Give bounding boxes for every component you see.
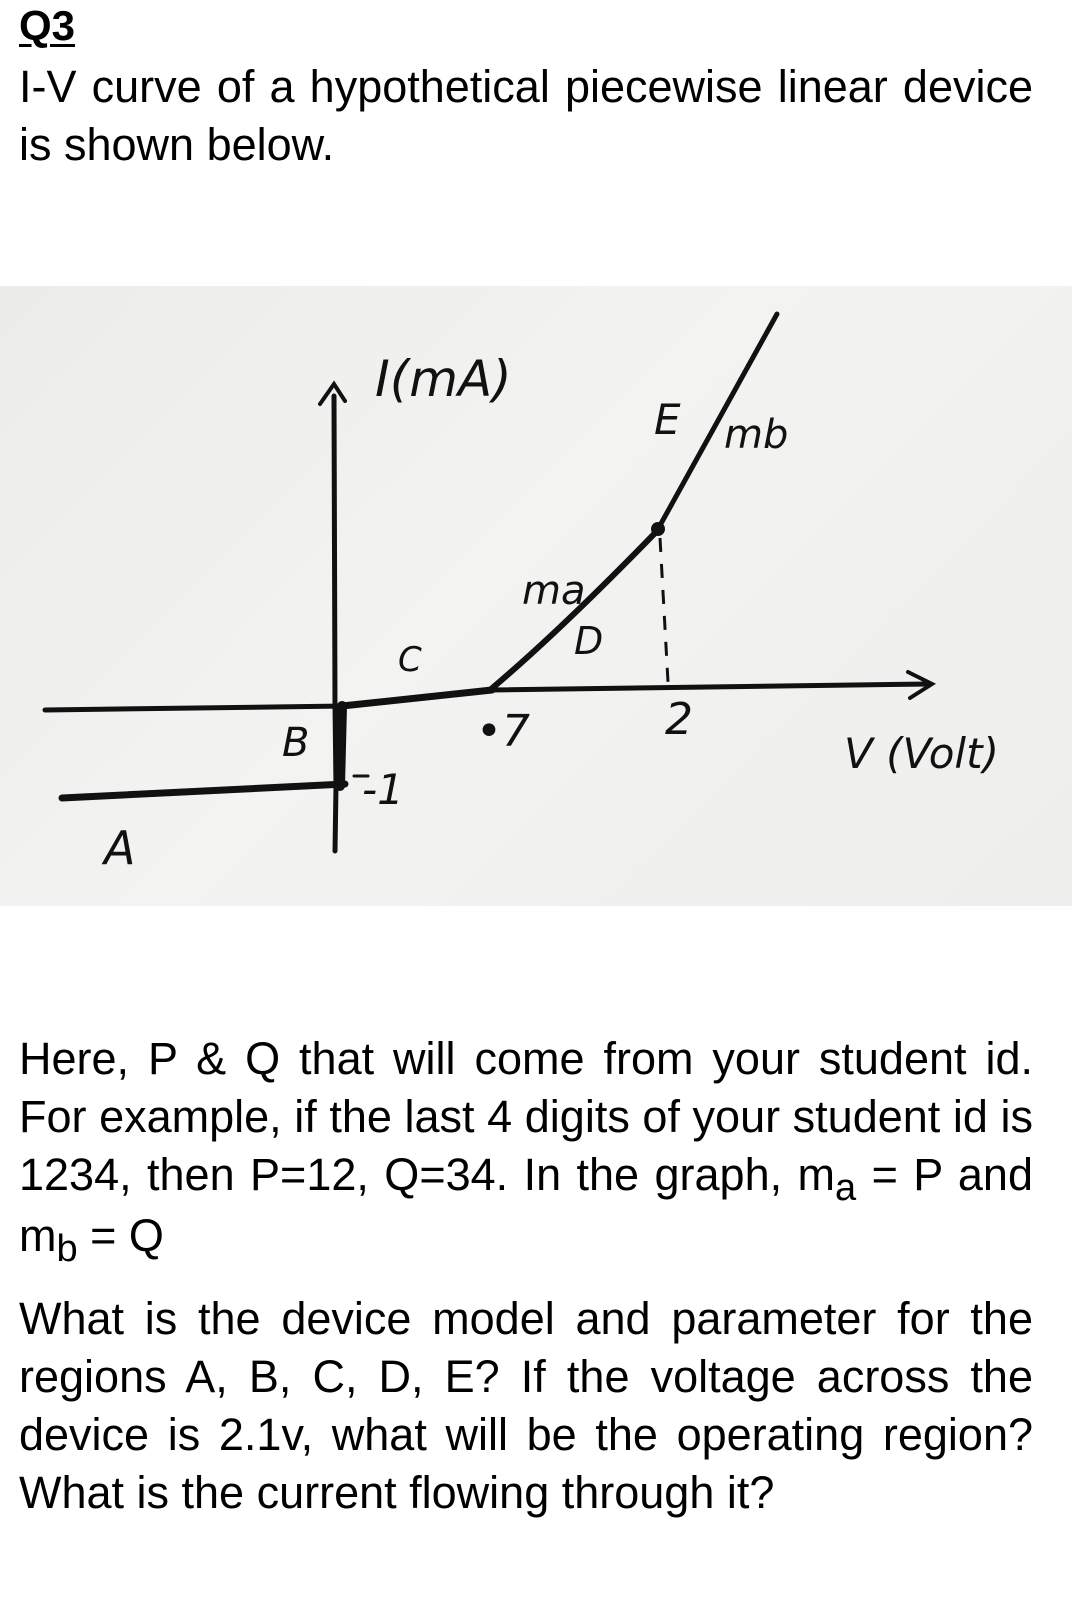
student-id-instructions	[19, 1030, 1033, 1268]
question-ask: What is the device model and parameter for the regions A, B, C, D, E? If the voltage across the device is 2.1v, what will be the operating region? What is the current flowing through it?	[19, 1293, 1033, 1518]
label-ma: ma	[522, 568, 586, 614]
dashed-guide	[660, 538, 668, 682]
region-a-segment	[62, 784, 345, 798]
label-b: B	[282, 720, 310, 766]
label-a: A	[104, 821, 136, 875]
x-tick-knee: •7	[476, 706, 530, 757]
label-mb: mb	[724, 412, 789, 458]
student-text-c: = Q	[77, 1210, 164, 1261]
subscript-a: a	[835, 1167, 857, 1209]
region-b-segment	[340, 706, 342, 786]
region-c-segment	[342, 690, 492, 706]
question-number: Q3	[19, 2, 76, 49]
label-d: D	[574, 619, 604, 663]
x-axis-label: V (Volt)	[844, 729, 999, 778]
question-intro: I-V curve of a hypothetical piecewise linear device is shown below.	[19, 61, 1033, 170]
iv-curve-figure	[0, 286, 1072, 906]
y-axis-label: I(mA)	[375, 350, 512, 408]
x-tick-two: 2	[665, 694, 693, 745]
iv-curve-sketch	[0, 286, 1072, 906]
label-e: E	[654, 395, 681, 444]
student-text-a: Here, P & Q that will come from your student id. For example, if the last 4 digits of your student id is 1234, then P=12, Q=34. In the graph, m	[19, 1033, 1033, 1200]
label-c: C	[398, 640, 422, 680]
y-tick-label-neg-one: -1	[362, 765, 404, 814]
student-text-b: = P and m	[19, 1149, 1033, 1261]
subscript-b: b	[56, 1228, 78, 1270]
